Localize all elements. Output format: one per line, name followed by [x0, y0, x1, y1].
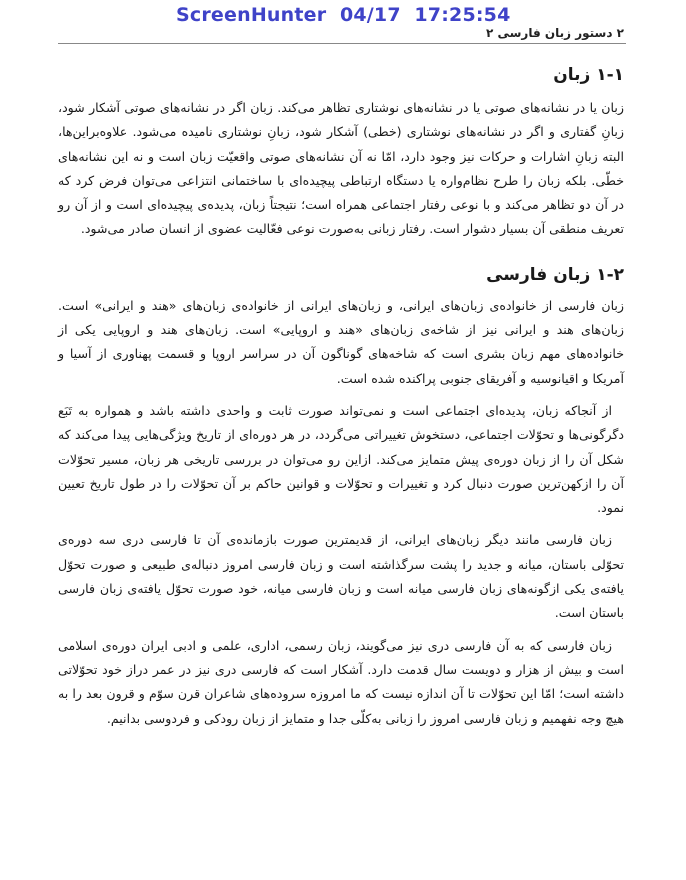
- page-body: [58, 60, 624, 731]
- paragraph: از آنجاکه زبان، پدیده‌ای اجتماعی است و نمی‌تواند صورت ثابت و واحدی داشته باشد و همواره به تَبَع دگرگونی‌ها و تحوّلات اجتماعی، دستخوش تغییراتی می‌گردد، در هر دوره‌ای از تاریخ ویژگی‌هایی پیدا می‌کند که شکل آن را از زبان دوره‌ی پیش متمایز می‌کند. ازاین رو می‌توان در بررسی تاریخی هر زبان، مسیر تحوّلات آن را ازکهن‌ترین صورت دنبال کرد و تغییرات و تحوّلات و قوانین حاکم بر آن تحوّلات را در طول تاریخ تعیین نمود.: [58, 402, 624, 516]
- section-heading: ۱-۲ زبان فارسی: [486, 264, 624, 285]
- header-rule: [58, 43, 626, 44]
- section-language: [58, 60, 624, 242]
- paragraph: زبان فارسی از خانواده‌ی زبان‌های ایرانی، و زبان‌های ایرانی از خانواده‌ی زبان‌های «هند و ایرانی» است. زبان‌های هند و ایرانی نیز از شاخه‌ی زبان‌های «هند و اروپایی» است. زبان‌های هند و اروپایی یکی از خانواده‌های مهم زبان بشری است که شاخه‌های گوناگون آن در سراسر اروپا و قسمت پهناوری از آسیا و آمریکا و اقیانوسیه و آفریقای جنوبی پراکنده شده است.: [58, 297, 624, 386]
- paragraph: زبان یا در نشانه‌های صوتی یا در نشانه‌های نوشتاری تظاهر می‌کند. زبان اگر در نشانه‌های صوتی آشکار شود، زبانِ گفتاری و اگر در نشانه‌های نوشتاری (خطی) آشکار شود، زبانِ نوشتاری نامیده می‌شود. علاوه‌براین‌ها، البته زبانِ اشارات و حرکات نیز وجود دارد، امّا نه آن نشانه‌های صوتی واقعیّت زبان است و نه این نشانه‌های خطّی. بلکه زبان را طرح نظام‌واره یا دستگاه ارتباطی پیچیده‌ای با ساختمانی انتزاعی می‌توان فرض کرد که در آن دو تظاهر می‌کند و با نوعی رفتار اجتماعی همراه است؛ نتیجتاً زبان، پدیده‌ی پیچیده‌ای است و از آن رو تعریف منطقی آن بسیار دشوار است. رفتار زبانی به‌صورت نوعی فعّالیت عضوی از انسان صادر می‌شود.: [58, 100, 624, 237]
- paragraph: زبان فارسی مانند دیگر زبان‌های ایرانی، از قدیمترین صورت بازمانده‌ی آن تا فارسی دری سه دوره‌ی تحوّلی باستان، میانه و جدید را پشت سرگذاشته است و زبان فارسی امروز دنباله‌ی طبیعی و صورت تحوّل یافته‌ی یکی ازگونه‌های زبان فارسی میانه است و زبان فارسی میانه، خود صورت تحوّل یافته‌ی زبان فارسی باستان است.: [58, 532, 624, 621]
- paragraph: زبان فارسی که به آن فارسی دری نیز می‌گویند، زبان رسمی، اداری، علمی و ادبی ایران دوره‌ی اسلامی است و بیش از هزار و دویست سال قدمت دارد. آشکار است که فارسی دری نیز در عمر دراز خود تحوّلاتی داشته است؛ امّا این تحوّلات تا آن اندازه نیست که ما امروزه سروده‌های شاعران قرن سوّم و قرون بعد را به هیچ وجه نفهمیم و زبان فارسی امروز را زبانی به‌کلّی جدا و متمایز از زبان رودکی و فردوسی بدانیم.: [58, 637, 624, 726]
- running-head: ۲ دستور زبان فارسی ۲: [485, 26, 624, 40]
- screenshot-watermark: ScreenHunter 04/17 17:25:54: [176, 4, 511, 26]
- section-heading: ۱-۱ زبان: [553, 65, 624, 85]
- section-persian-language: [58, 260, 624, 731]
